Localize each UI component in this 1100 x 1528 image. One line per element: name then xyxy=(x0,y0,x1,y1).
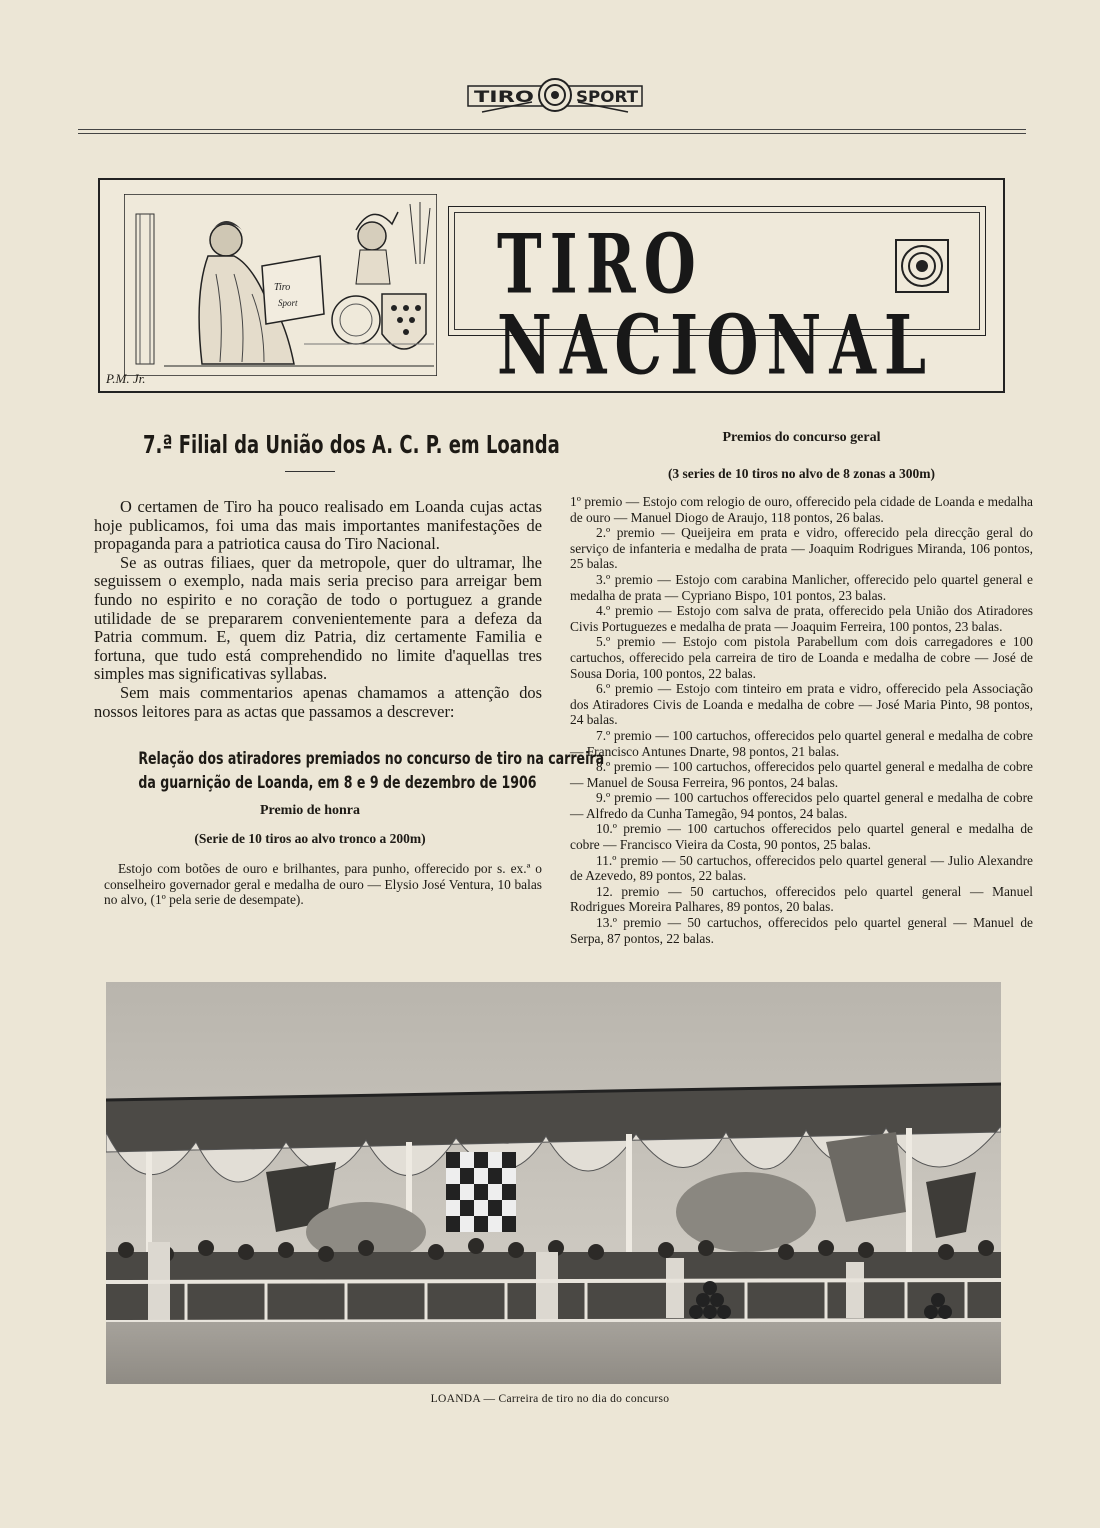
honor-prize-subheading: (Serie de 10 tiros ao alvo tronco a 200m) xyxy=(194,831,426,847)
article-paragraph: O certamen de Tiro ha pouco realisado em Loanda cujas actas hoje publicamos, foi uma das mais importantes manifestações de propaganda para a patriotica causa do Tiro Nacional. xyxy=(94,497,542,554)
allegory-illustration xyxy=(124,194,437,376)
section-banner xyxy=(98,178,1005,393)
header-rule-top xyxy=(78,129,1026,130)
article-paragraph: Sem mais commentarios apenas chamamos a attenção dos nossos leitores para as actas que passamos a descrever: xyxy=(94,682,542,721)
honor-prize-text: Estojo com botões de ouro e brilhantes, para punho, offerecido por s. ex.ª o conselheiro governador geral e medalha de ouro — Elysio José Ventura, 10 balas no alvo, (1º pela serie de desempate). xyxy=(104,861,542,908)
article-body xyxy=(94,498,542,721)
masthead-text-left: TIRO xyxy=(474,87,534,106)
general-contest-heading: Premios do concurso geral xyxy=(722,430,881,445)
photo-caption: LOANDA — Carreira de tiro no dia do concurso xyxy=(430,1393,670,1405)
prize-item: 3.º premio — Estojo com carabina Manlicher, offerecido pelo quartel general e medalha de prata — Cypriano Bispo, 101 pontos, 23 balas. xyxy=(570,571,1033,603)
prize-item: 10.º premio — 100 cartuchos offerecidos pelo quartel general e medalha de cobre — Francisco Vieira da Costa, 90 pontos, 25 balas. xyxy=(570,821,1033,853)
prize-item: 8.º premio — 100 cartuchos, offerecidos pelo quartel general e medalha de cobre — Manuel de Sousa Ferreira, 96 pontos, 24 balas. xyxy=(570,759,1033,790)
prize-item: 6.º premio — Estojo com tinteiro em prata e vidro, offerecido pela Associação dos Atiradores Civis de Loanda e medalha de cobre — José Maria Pinto, 98 pontos, 24 balas. xyxy=(570,681,1033,728)
prize-item: 9.º premio — 100 cartuchos offerecidos pelo quartel general e medalha de cobre — Alfredo da Cunha Tamegão, 94 pontos, 24 balas. xyxy=(570,790,1033,821)
article-paragraph: Se as outras filiaes, quer da metropole, quer do ultramar, lhe seguissem o exemplo, nada mais seria preciso para arreigar bem fundo no espirito e no coração de todo o portuguez a grande utilidade de se prepararem convenientemente para a defeza da Patria commum. E, quem diz Patria, diz certamente Familia e fortuna, que tudo está comprehendido no limite d'aquellas tres simples mas significativas syllabas. xyxy=(94,552,542,684)
target-icon xyxy=(893,237,951,295)
masthead-text-right: SPORT xyxy=(576,87,639,106)
prize-item: 11.º premio — 50 cartuchos, offerecidos pelo quartel general — Julio Alexandre de Azevedo, 89 pontos, 22 balas. xyxy=(570,852,1033,884)
general-contest-subheading: (3 series de 10 tiros no alvo de 8 zonas a 300m) xyxy=(667,466,936,481)
prize-item: 12. premio — 50 cartuchos, offerecidos pelo quartel general — Manuel Rodrigues Moreira Palhares, 89 pontos, 20 balas. xyxy=(570,883,1033,915)
article-right-column xyxy=(570,410,1033,946)
prize-item: 1º premio — Estojo com relogio de ouro, offerecido pela cidade de Loanda e medalha de ouro — Manuel Diogo de Araujo, 118 pontos, 26 balas. xyxy=(570,494,1033,525)
prize-item: 7.º premio — 100 cartuchos, offerecidos pelo quartel general e medalha de cobre — Francisco Antunes Dnarte, 98 pontos, 21 balas. xyxy=(570,727,1033,759)
title-divider xyxy=(285,471,335,472)
honor-prize-heading: Premio de honra xyxy=(259,803,361,819)
svg-text:Tiro: Tiro xyxy=(274,282,291,293)
svg-text:Sport: Sport xyxy=(278,298,298,308)
artist-signature: P.M. Jr. xyxy=(106,371,146,386)
prize-item: 13.º premio — 50 cartuchos, offerecidos pelo quartel general — Manuel de Serpa, 87 pontos, 22 balas. xyxy=(570,915,1033,946)
header-rule-bottom xyxy=(78,133,1026,134)
banner-title: TIRO NACIONAL xyxy=(497,218,935,394)
prize-item: 2.º premio — Queijeira em prata e vidro, offerecido pela direcção geral do serviço de infanteria e medalha de prata — Joaquim Rodrigues Miranda, 106 pontos, 25 balas. xyxy=(570,525,1033,572)
prize-item: 5.º premio — Estojo com pistola Parabellum com dois carregadores e 100 cartuchos, offerecido pela carreira de tiro de Loanda e medalha de cobre — José de Sousa Doria, 100 pontos, 22 balas. xyxy=(570,634,1033,681)
awards-section-heading: Relação dos atiradores premiados no concurso de tiro na carreira da guarnição de Loanda, em 8 e 9 de dezembro de 1906 xyxy=(138,749,605,794)
masthead-logo xyxy=(462,72,648,118)
shooting-range-photo xyxy=(106,982,1001,1384)
banner-title-frame xyxy=(448,206,986,394)
article-title: 7.ª Filial da União dos A. C. P. em Loanda xyxy=(142,430,560,459)
article-left-column xyxy=(78,410,605,908)
prize-list xyxy=(570,494,1033,946)
prize-item: 4.º premio — Estojo com salva de prata, offerecido pela União dos Atiradores Civis Portuguezes e medalha de prata — Joaquim Ferreira, 100 pontos, 23 balas. xyxy=(570,603,1033,634)
